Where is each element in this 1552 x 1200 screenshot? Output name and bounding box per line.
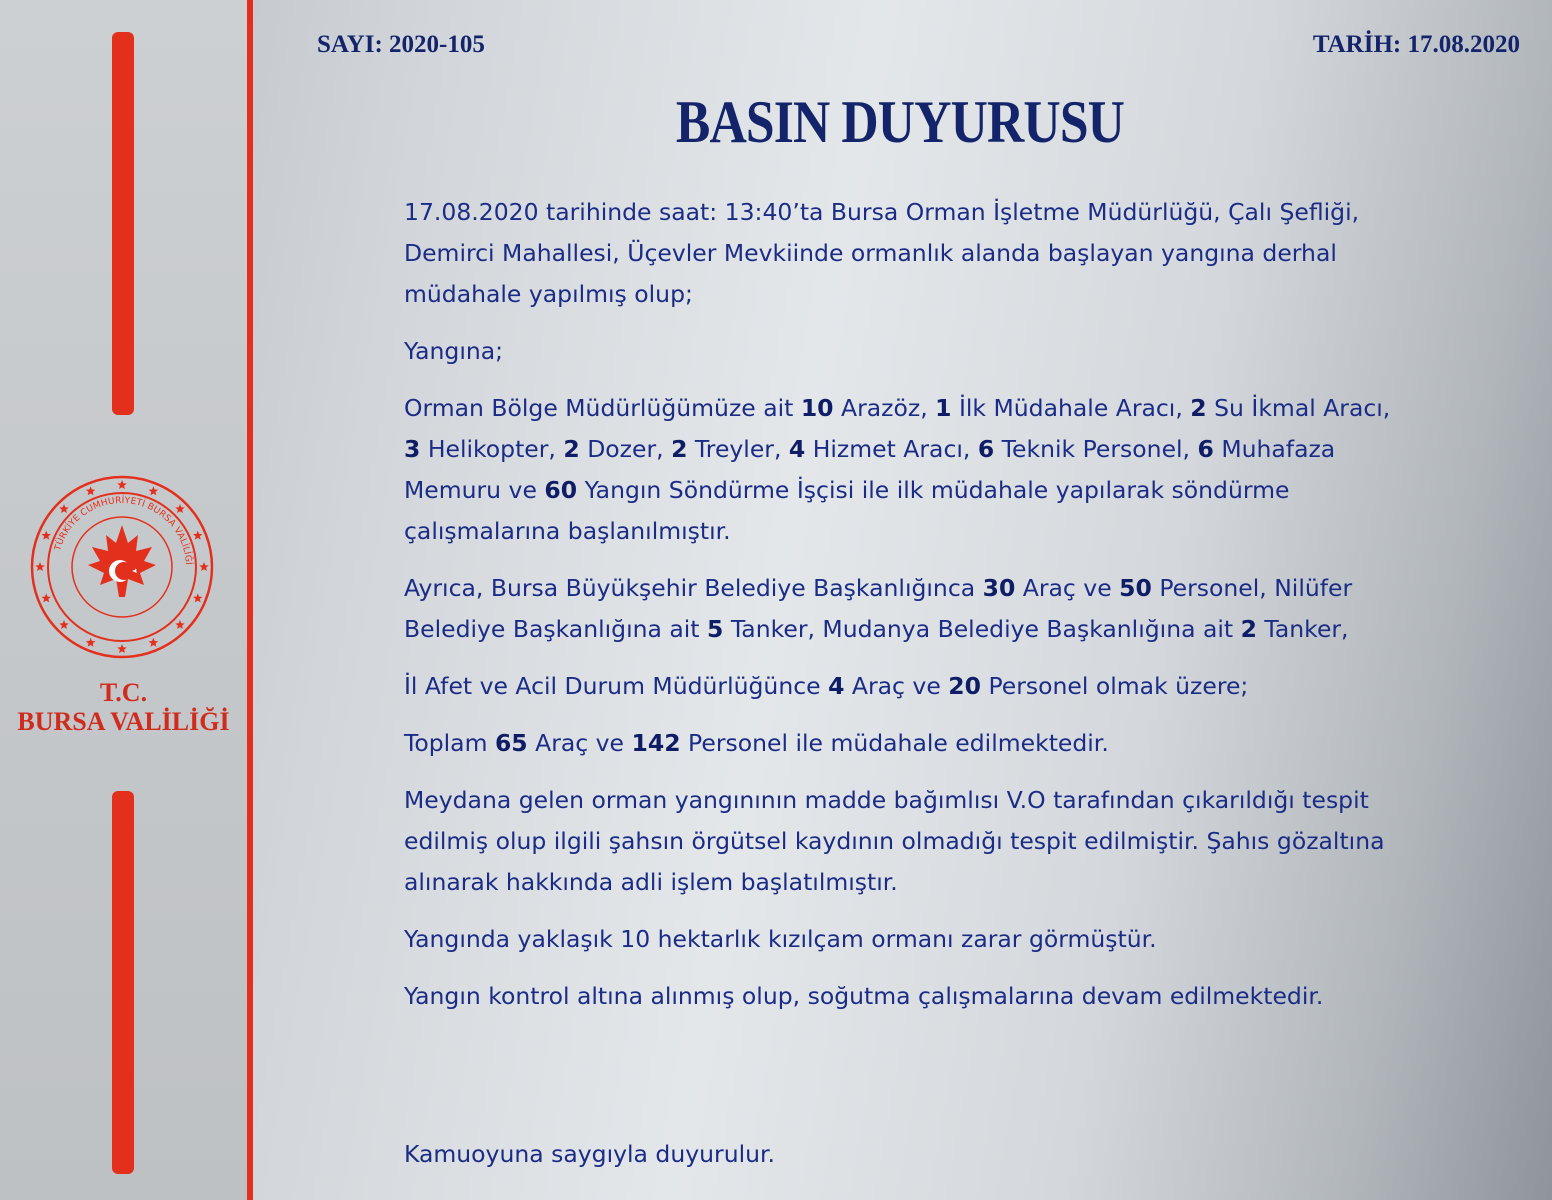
highlighted-count: 20: [948, 672, 981, 700]
highlighted-count: 6: [977, 435, 995, 463]
org-tc-label: T.C.: [99, 678, 148, 707]
decorative-red-bar-bottom: [112, 791, 134, 1174]
seal-star-icon: [149, 638, 159, 647]
paragraph-text: Meydana gelen orman yangınının madde bağımlısı V.O tarafından çıkarıldığı tespit edilmiş olup ilgili şahsın örgütsel kaydının olmadığı tespit edilmiştir. Şahıs gözaltına alınarak hakkında adli işlem başlatılmıştır.: [404, 786, 1385, 896]
paragraph-text: Arazöz,: [833, 394, 936, 422]
paragraph-text: Orman Bölge Müdürlüğümüze ait: [404, 394, 801, 422]
paragraph: [404, 976, 1404, 1017]
paragraph-text: Hizmet Aracı,: [805, 435, 978, 463]
seal-star-icon: [86, 486, 96, 495]
paragraph-text: Ayrıca, Bursa Büyükşehir Belediye Başkanlığınca: [404, 574, 983, 602]
paragraph-text: Su İkmal Aracı,: [1206, 394, 1391, 422]
paragraph-text: Araç ve: [844, 672, 949, 700]
paragraph-text: İl Afet ve Acil Durum Müdürlüğünce: [404, 672, 829, 700]
seal-star-icon: [117, 644, 127, 653]
paragraph-text: Personel, Nilüfer Belediye Başkanlığına ait: [404, 574, 1353, 643]
highlighted-count: 3: [404, 435, 421, 463]
governorship-seal-icon: [28, 473, 216, 661]
document-number: SAYI: 2020-105: [317, 31, 485, 58]
highlighted-count: 65: [494, 729, 528, 757]
seal-star-icon: [199, 562, 209, 571]
highlighted-count: 50: [1119, 574, 1152, 602]
paragraph: [404, 666, 1404, 707]
seal-star-icon: [59, 620, 69, 629]
paragraph: [404, 568, 1404, 650]
seal-star-icon: [59, 504, 69, 513]
paragraph: [404, 919, 1404, 960]
seal-star-icon: [35, 562, 45, 571]
paragraph-text: İlk Müdahale Aracı,: [951, 394, 1191, 422]
paragraph-text: Yangında yaklaşık 10 hektarlık kızılçam ormanı zarar görmüştür.: [404, 925, 1157, 953]
page-title: BASIN DUYURUSU: [675, 89, 1125, 155]
highlighted-count: 60: [544, 476, 578, 504]
highlighted-count: 2: [1190, 394, 1207, 422]
highlighted-count: 5: [707, 615, 724, 643]
highlighted-count: 1: [935, 394, 952, 422]
paragraph-text: Teknik Personel,: [994, 435, 1198, 463]
org-name-label: BURSA VALİLİĞİ: [17, 707, 230, 736]
paragraph-text: Tanker, Mudanya Belediye Başkanlığına ait: [723, 615, 1241, 643]
seal-star-icon: [193, 531, 203, 540]
highlighted-count: 6: [1197, 435, 1214, 463]
closing-line: Kamuoyuna saygıyla duyurulur.: [404, 1140, 775, 1168]
paragraph-text: Muhafaza Memuru ve: [404, 435, 1336, 504]
paragraph-text: Personel olmak üzere;: [980, 672, 1249, 700]
highlighted-count: 30: [982, 574, 1016, 602]
paragraph-text: Dozer,: [579, 435, 672, 463]
svg-text:TÜRKİYE CUMHURİYETİ BURSA VALİ: TÜRKİYE CUMHURİYETİ BURSA VALİLİĞİ: [53, 495, 193, 566]
highlighted-count: 142: [631, 729, 681, 757]
decorative-red-bar-top: [112, 32, 134, 415]
paragraph: [404, 780, 1404, 903]
seal-star-icon: [175, 504, 185, 513]
seal-star-icon: [175, 620, 185, 629]
announcement-body: [404, 192, 1404, 1033]
paragraph-text: 17.08.2020 tarihinde saat: 13:40’ta Bursa Orman İşletme Müdürlüğü, Çalı Şefliği, Demirci Mahallesi, Üçevler Mevkiinde ormanlık alanda başlayan yangına derhal müdahale yapılmış olup;: [404, 198, 1360, 308]
highlighted-count: 2: [563, 435, 580, 463]
paragraph-text: Treyler,: [687, 435, 789, 463]
paragraph-text: Yangına;: [404, 337, 504, 365]
highlighted-count: 10: [800, 394, 834, 422]
document-date: TARİH: 17.08.2020: [1312, 31, 1520, 58]
seal-star-icon: [41, 593, 51, 602]
seal-star-icon: [149, 486, 159, 495]
paragraph: [404, 723, 1404, 764]
paragraph-text: Personel ile müdahale edilmektedir.: [680, 729, 1109, 757]
highlighted-count: 2: [1240, 615, 1257, 643]
seal-star-icon: [193, 593, 203, 602]
paragraph: [404, 192, 1404, 315]
paragraph-text: Yangın Söndürme İşçisi ile ilk müdahale yapılarak söndürme çalışmalarına başlanılmıştır.: [404, 476, 1290, 545]
paragraph-text: Araç ve: [1015, 574, 1120, 602]
paragraph-text: Helikopter,: [420, 435, 564, 463]
seal-star-icon: [41, 531, 51, 540]
paragraph-text: Toplam: [404, 729, 495, 757]
highlighted-count: 4: [828, 672, 845, 700]
highlighted-count: 2: [671, 435, 688, 463]
sidebar-divider-line: [247, 0, 253, 1200]
paragraph-text: Araç ve: [527, 729, 632, 757]
paragraph-text: Tanker,: [1256, 615, 1349, 643]
seal-star-icon: [117, 480, 127, 489]
highlighted-count: 4: [788, 435, 806, 463]
seal-star-icon: [86, 638, 96, 647]
paragraph: [404, 388, 1404, 552]
paragraph: [404, 331, 1404, 372]
paragraph-text: Yangın kontrol altına alınmış olup, soğutma çalışmalarına devam edilmektedir.: [404, 982, 1324, 1010]
